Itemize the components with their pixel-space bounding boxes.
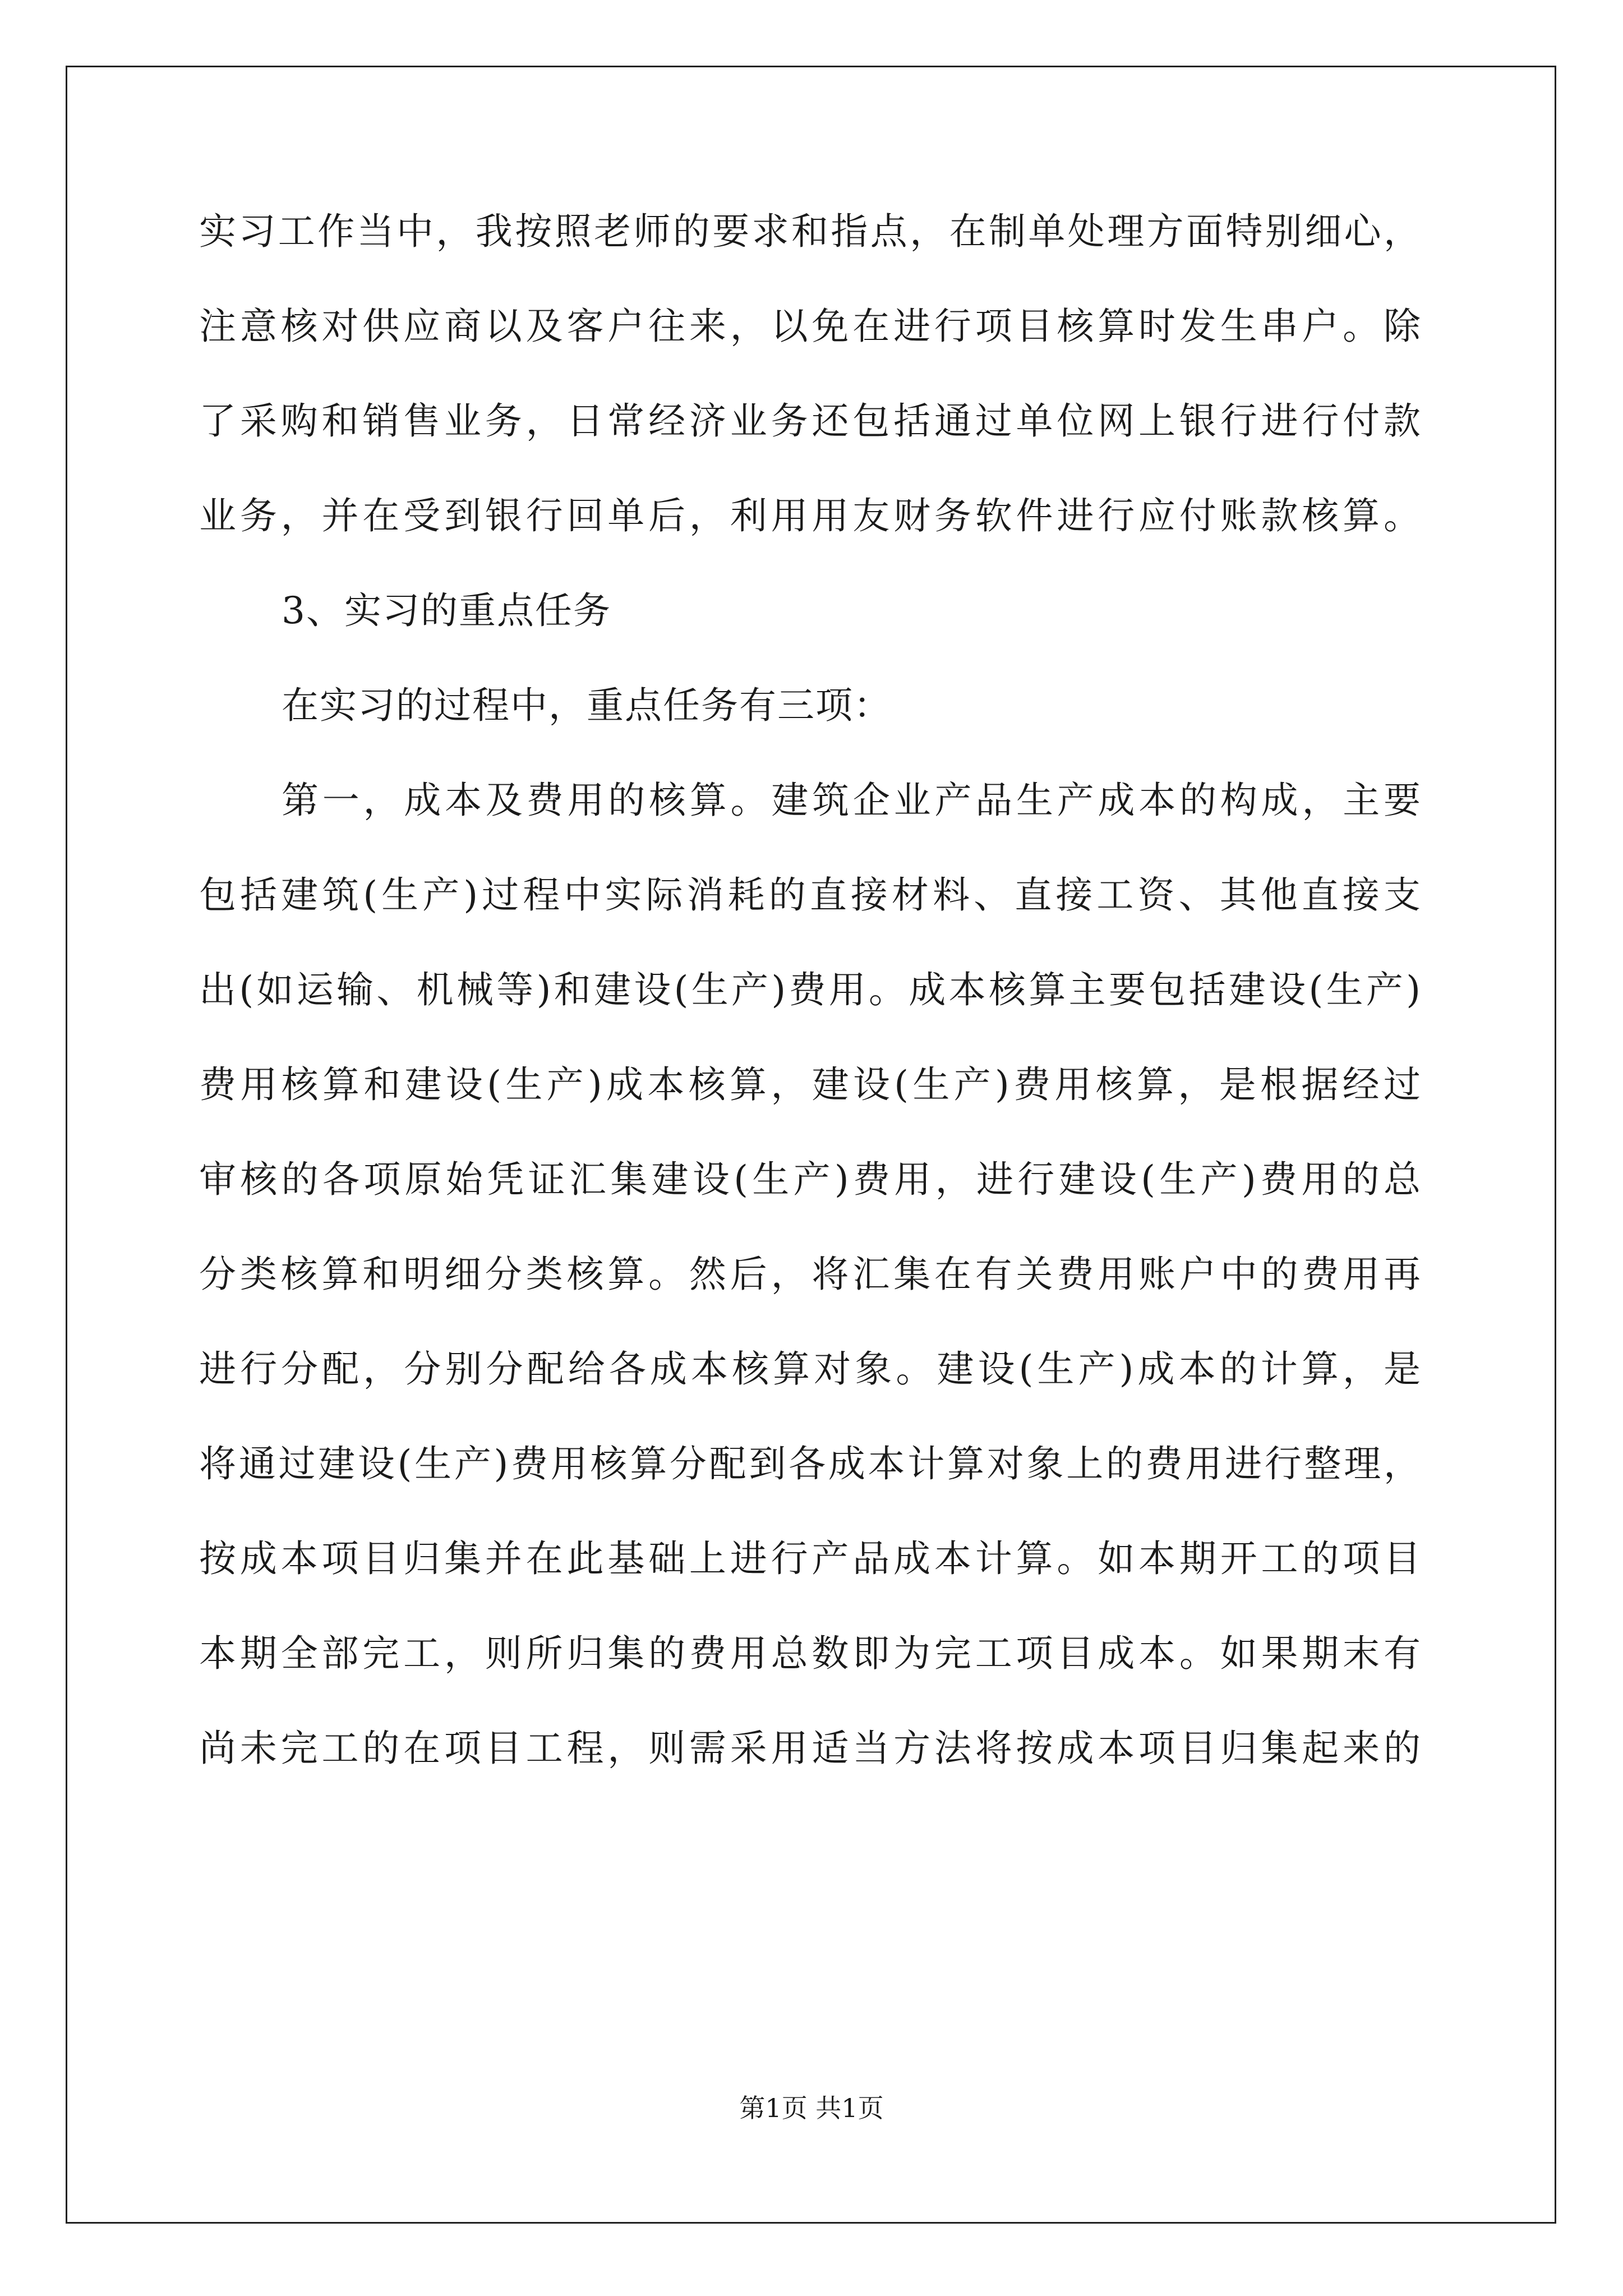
paragraph-intro: 在实习的过程中，重点任务有三项： xyxy=(282,684,892,727)
text-line: 审核的各项原始凭证汇集建设(生产)费用，进行建设(生产)费用的总 xyxy=(199,1158,1422,1201)
text-line: 将通过建设(生产)费用核算分配到各成本计算对象上的费用进行整理， xyxy=(199,1442,1422,1485)
text-line: 进行分配，分别分配给各成本核算对象。建设(生产)成本的计算，是 xyxy=(199,1347,1422,1391)
text-line: 第一，成本及费用的核算。建筑企业产品生产成本的构成，主要 xyxy=(282,779,1422,822)
text-line: 本期全部完工，则所归集的费用总数即为完工项目成本。如果期末有 xyxy=(199,1632,1422,1675)
text-line: 费用核算和建设(生产)成本核算，建设(生产)费用核算，是根据经过 xyxy=(199,1063,1422,1106)
text-line: 按成本项目归集并在此基础上进行产品成本计算。如本期开工的项目 xyxy=(199,1537,1422,1580)
page-number: 第1页 共1页 xyxy=(739,2093,884,2123)
section-heading: 3、实习的重点任务 xyxy=(282,589,611,632)
text-line: 包括建筑(生产)过程中实际消耗的直接材料、直接工资、其他直接支 xyxy=(199,873,1422,917)
text-line: 尚未完工的在项目工程，则需采用适当方法将按成本项目归集起来的 xyxy=(199,1727,1422,1770)
text-line: 注意核对供应商以及客户往来，以免在进行项目核算时发生串户。除 xyxy=(199,305,1422,348)
text-line: 业务，并在受到银行回单后，利用用友财务软件进行应付账款核算。 xyxy=(199,494,1422,537)
text-line: 了采购和销售业务，日常经济业务还包括通过单位网上银行进行付款 xyxy=(199,399,1422,443)
document-body xyxy=(199,210,1422,1825)
text-line: 实习工作当中，我按照老师的要求和指点，在制单处理方面特别细心， xyxy=(199,210,1422,253)
text-line: 出(如运输、机械等)和建设(生产)费用。成本核算主要包括建设(生产) xyxy=(199,968,1422,1011)
text-line: 分类核算和明细分类核算。然后，将汇集在有关费用账户中的费用再 xyxy=(199,1253,1422,1296)
